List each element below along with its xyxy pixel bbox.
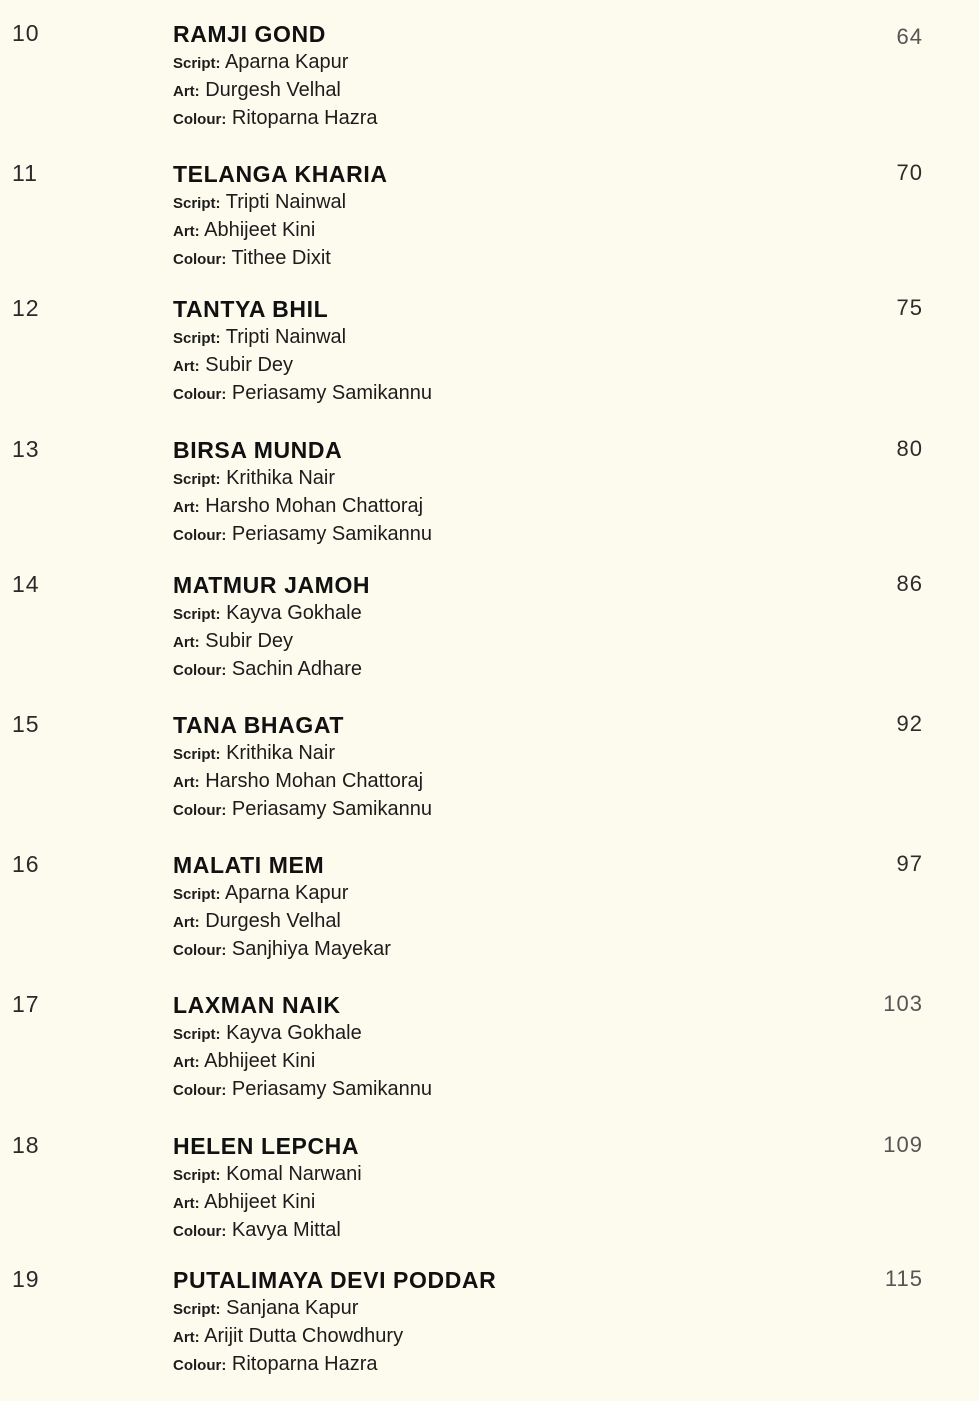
colour-label: Colour:: [173, 942, 227, 959]
chapter-number: 10: [12, 20, 40, 46]
colour-label: Colour:: [173, 251, 227, 268]
art-credit: [173, 908, 391, 936]
page-number: 80: [896, 436, 923, 461]
page-number: 64: [896, 24, 923, 49]
script-credit: [173, 880, 391, 908]
script-name: Sanjana Kapur: [226, 1297, 359, 1319]
script-name: Tripti Nainwal: [225, 326, 347, 348]
colour-label: Colour:: [173, 1082, 227, 1099]
toc-entry: [0, 851, 979, 981]
colour-name: Kavya Mittal: [231, 1219, 341, 1241]
script-credit: [173, 1295, 496, 1323]
script-label: Script:: [173, 606, 221, 623]
chapter-number: 15: [12, 711, 40, 737]
art-label: Art:: [173, 1195, 200, 1212]
chapter-number: 14: [12, 571, 40, 597]
toc-entry: [0, 160, 979, 290]
chapter-number: 13: [12, 436, 40, 462]
toc-entry: [0, 295, 979, 425]
art-name: Subir Dey: [205, 354, 294, 376]
chapter-details: [173, 160, 388, 273]
script-name: Komal Narwani: [226, 1163, 362, 1185]
chapter-number: 16: [12, 851, 40, 877]
page-number: 103: [883, 991, 923, 1016]
chapter-title: TANTYA BHIL: [173, 296, 329, 322]
toc-entry: [0, 1132, 979, 1262]
colour-label: Colour:: [173, 386, 227, 403]
colour-credit: [173, 796, 432, 824]
colour-credit: [173, 521, 432, 549]
toc-entry: [0, 571, 979, 701]
art-name: Arijit Dutta Chowdhury: [204, 1325, 404, 1347]
script-label: Script:: [173, 1167, 221, 1184]
toc-entry: [0, 436, 979, 566]
art-label: Art:: [173, 499, 200, 516]
colour-name: Periasamy Samikannu: [231, 798, 432, 820]
colour-label: Colour:: [173, 111, 227, 128]
script-credit: [173, 189, 388, 217]
script-credit: [173, 324, 432, 352]
chapter-number: 18: [12, 1132, 40, 1158]
chapter-title: HELEN LEPCHA: [173, 1133, 360, 1159]
art-label: Art:: [173, 223, 200, 240]
colour-credit: [173, 936, 391, 964]
page-number: 86: [896, 571, 923, 596]
chapter-number: 12: [12, 295, 40, 321]
colour-name: Periasamy Samikannu: [231, 523, 432, 545]
art-credit: [173, 768, 432, 796]
art-label: Art:: [173, 83, 200, 100]
chapter-title: MALATI MEM: [173, 852, 325, 878]
script-label: Script:: [173, 55, 221, 72]
colour-name: Periasamy Samikannu: [231, 382, 432, 404]
chapter-details: [173, 991, 432, 1104]
chapter-details: [173, 711, 432, 824]
script-label: Script:: [173, 330, 221, 347]
art-name: Abhijeet Kini: [204, 1191, 316, 1213]
art-label: Art:: [173, 1329, 200, 1346]
art-credit: [173, 1048, 432, 1076]
page-number: 75: [896, 295, 923, 320]
script-credit: [173, 465, 432, 493]
art-credit: [173, 217, 388, 245]
script-label: Script:: [173, 746, 221, 763]
script-label: Script:: [173, 886, 221, 903]
chapter-details: [173, 295, 432, 408]
colour-credit: [173, 656, 370, 684]
chapter-number: 11: [12, 160, 38, 186]
page-number: 115: [884, 1266, 923, 1291]
script-credit: [173, 49, 378, 77]
art-name: Durgesh Velhal: [205, 79, 341, 101]
art-name: Abhijeet Kini: [204, 219, 316, 241]
colour-label: Colour:: [173, 1357, 227, 1374]
colour-credit: [173, 1076, 432, 1104]
script-credit: [173, 600, 370, 628]
page-number: 70: [896, 160, 923, 185]
art-credit: [173, 1323, 496, 1351]
script-label: Script:: [173, 471, 221, 488]
colour-label: Colour:: [173, 1223, 227, 1240]
colour-credit: [173, 1351, 496, 1379]
art-name: Abhijeet Kini: [204, 1050, 316, 1072]
art-credit: [173, 1189, 362, 1217]
art-label: Art:: [173, 774, 200, 791]
colour-credit: [173, 105, 378, 133]
art-label: Art:: [173, 1054, 200, 1071]
script-label: Script:: [173, 195, 221, 212]
colour-label: Colour:: [173, 527, 227, 544]
chapter-details: [173, 851, 391, 964]
script-name: Kayva Gokhale: [226, 1022, 362, 1044]
colour-label: Colour:: [173, 662, 227, 679]
colour-name: Sanjhiya Mayekar: [231, 938, 391, 960]
colour-name: Ritoparna Hazra: [231, 107, 378, 129]
chapter-title: MATMUR JAMOH: [173, 572, 371, 598]
script-name: Tripti Nainwal: [225, 191, 347, 213]
chapter-details: [173, 1266, 496, 1379]
colour-name: Periasamy Samikannu: [231, 1078, 432, 1100]
chapter-details: [173, 571, 370, 684]
colour-name: Ritoparna Hazra: [231, 1353, 378, 1375]
script-name: Kayva Gokhale: [226, 602, 362, 624]
script-name: Krithika Nair: [226, 742, 335, 764]
toc-entry: [0, 991, 979, 1121]
chapter-number: 19: [12, 1266, 40, 1292]
art-name: Harsho Mohan Chattoraj: [205, 770, 424, 792]
art-label: Art:: [173, 634, 200, 651]
script-label: Script:: [173, 1301, 221, 1318]
chapter-title: LAXMAN NAIK: [173, 992, 341, 1018]
chapter-title: BIRSA MUNDA: [173, 437, 343, 463]
art-credit: [173, 77, 378, 105]
chapter-details: [173, 1132, 362, 1245]
toc-entry: [0, 1266, 979, 1396]
art-credit: [173, 493, 432, 521]
art-credit: [173, 628, 370, 656]
art-name: Durgesh Velhal: [205, 910, 341, 932]
page-number: 97: [896, 851, 923, 876]
colour-name: Tithee Dixit: [231, 247, 331, 269]
page-number: 109: [883, 1132, 923, 1157]
chapter-details: [173, 436, 432, 549]
script-name: Aparna Kapur: [224, 882, 349, 904]
script-name: Aparna Kapur: [224, 51, 349, 73]
colour-credit: [173, 245, 388, 273]
art-name: Subir Dey: [205, 630, 294, 652]
script-credit: [173, 1161, 362, 1189]
art-name: Harsho Mohan Chattoraj: [205, 495, 424, 517]
colour-name: Sachin Adhare: [231, 658, 362, 680]
chapter-details: [173, 20, 378, 133]
toc-entry: [0, 711, 979, 841]
chapter-title: TANA BHAGAT: [173, 712, 344, 738]
script-credit: [173, 740, 432, 768]
script-name: Krithika Nair: [226, 467, 335, 489]
art-label: Art:: [173, 914, 200, 931]
art-label: Art:: [173, 358, 200, 375]
toc-entry: [0, 20, 979, 150]
chapter-title: TELANGA KHARIA: [173, 161, 388, 187]
chapter-title: PUTALIMAYA DEVI PODDAR: [173, 1267, 497, 1293]
script-credit: [173, 1020, 432, 1048]
colour-credit: [173, 380, 432, 408]
art-credit: [173, 352, 432, 380]
page-number: 92: [896, 711, 923, 736]
colour-credit: [173, 1217, 362, 1245]
colour-label: Colour:: [173, 802, 227, 819]
script-label: Script:: [173, 1026, 221, 1043]
chapter-number: 17: [12, 991, 40, 1017]
chapter-title: RAMJI GOND: [173, 21, 326, 47]
